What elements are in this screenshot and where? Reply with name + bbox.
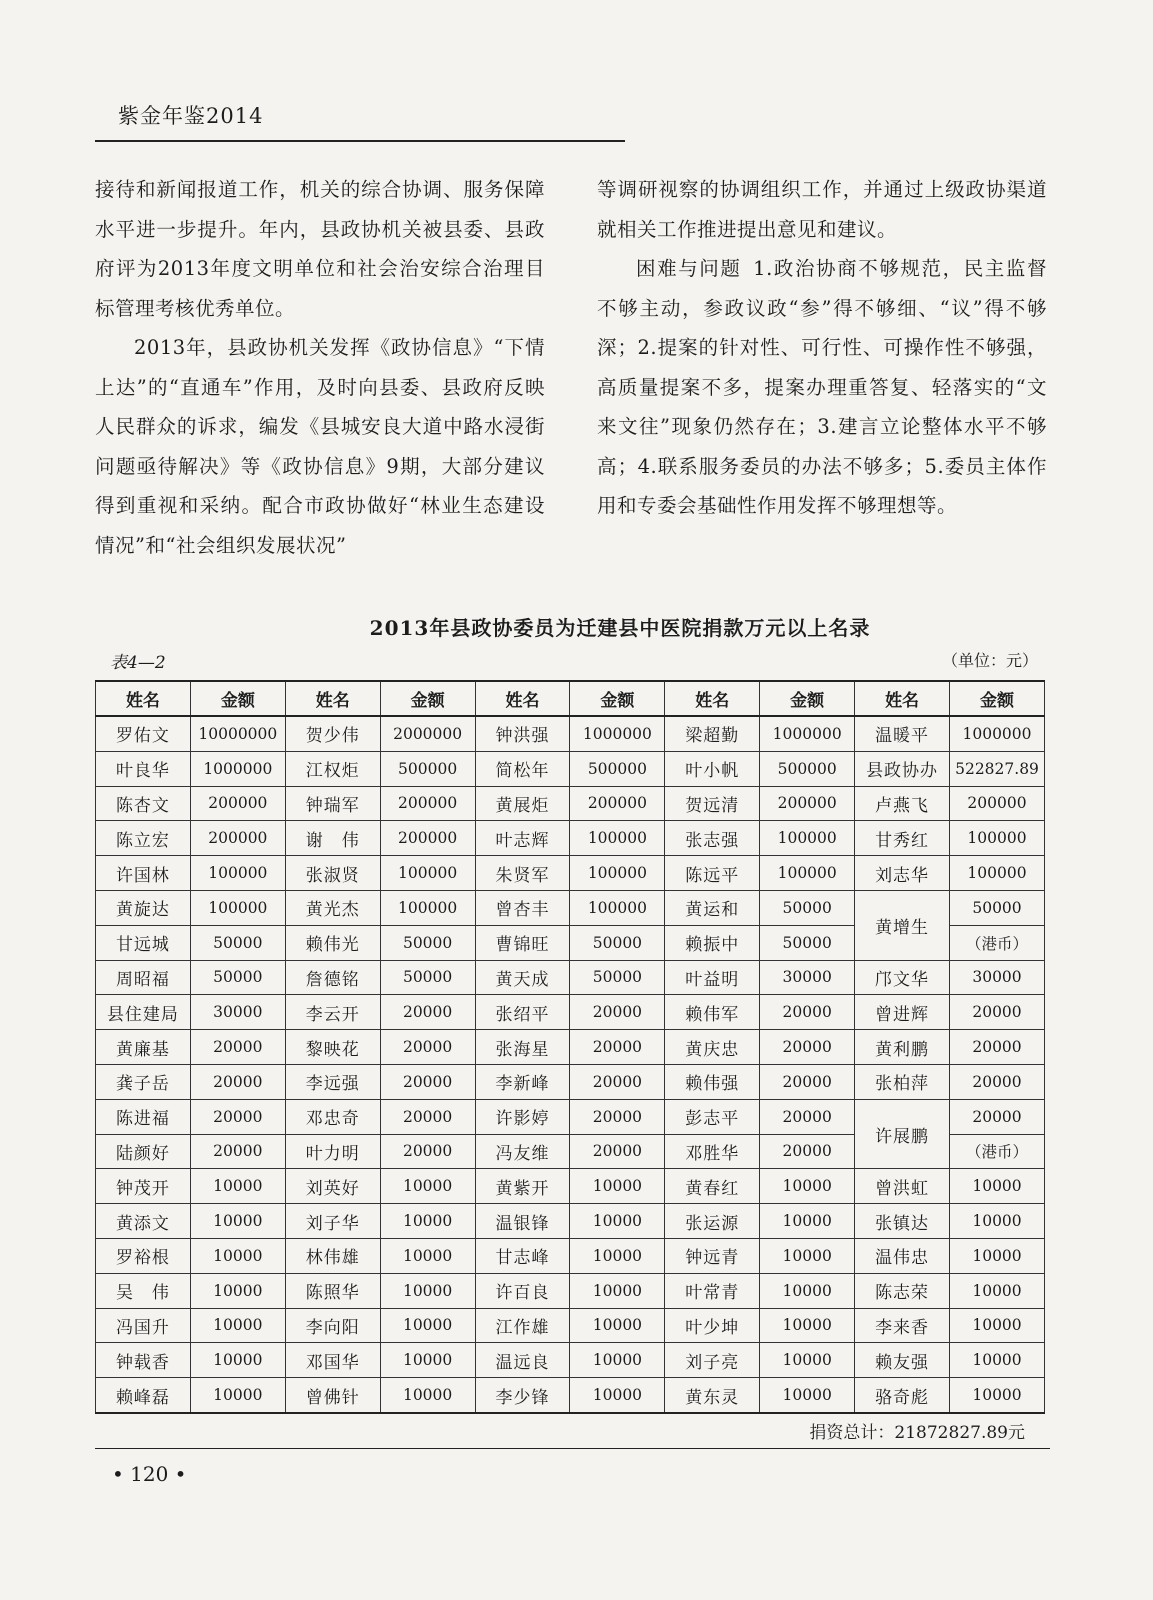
donation-amount-cell: 10000 [190, 1308, 285, 1343]
donor-name-cell: 温银锋 [475, 1204, 570, 1239]
donation-amount-cell: 20000 [760, 1064, 855, 1099]
donation-amount-cell: 10000 [380, 1169, 475, 1204]
donor-name-cell: 叶小帆 [665, 751, 760, 786]
donation-amount-cell: 10000 [570, 1273, 665, 1308]
donation-amount-cell: 500000 [570, 751, 665, 786]
donation-amount-cell: 10000 [190, 1273, 285, 1308]
donor-name-cell: 黎映花 [285, 1030, 380, 1065]
donation-amount-cell: 522827.89 [950, 751, 1045, 786]
table-row [96, 1204, 1045, 1239]
donation-amount-cell: 100000 [380, 890, 475, 925]
donation-amount-cell: 100000 [760, 821, 855, 856]
donor-name-cell: 张志强 [665, 821, 760, 856]
donation-amount-cell: 20000 [570, 1030, 665, 1065]
donor-name-cell: 陈进福 [96, 1099, 191, 1134]
table-row [96, 1064, 1045, 1099]
donation-amount-cell: 10000 [950, 1308, 1045, 1343]
donor-name-cell: 钟洪强 [475, 716, 570, 751]
table-row [96, 1308, 1045, 1343]
donor-name-cell: 赖伟军 [665, 995, 760, 1030]
donor-name-cell: 甘秀红 [855, 821, 950, 856]
donation-amount-cell: 10000 [760, 1343, 855, 1378]
footer-rule [95, 1448, 1050, 1449]
donor-name-cell: 张海星 [475, 1030, 570, 1065]
donor-name-cell: 叶志辉 [475, 821, 570, 856]
name-column-header: 姓名 [285, 681, 380, 716]
donation-amount-cell: 10000 [190, 1204, 285, 1239]
donation-amount-cell: 20000 [380, 995, 475, 1030]
donation-amount-cell: 50000 [190, 925, 285, 960]
donation-amount-cell: 500000 [760, 751, 855, 786]
table-row [96, 751, 1045, 786]
donation-amount-cell: 10000 [950, 1169, 1045, 1204]
donor-name-cell: 许百良 [475, 1273, 570, 1308]
donor-name-cell: 李来香 [855, 1308, 950, 1343]
donation-amount-cell: 10000 [570, 1378, 665, 1413]
donor-name-cell: 江作雄 [475, 1308, 570, 1343]
right-paragraph-2 [597, 249, 1047, 526]
donor-name-cell: 陈照华 [285, 1273, 380, 1308]
donor-name-cell: 李云开 [285, 995, 380, 1030]
table-row [96, 960, 1045, 995]
donor-name-cell: 县政协办 [855, 751, 950, 786]
donor-name-cell: 刘志华 [855, 856, 950, 891]
donation-amount-cell: 20000 [190, 1134, 285, 1169]
donor-name-cell: 张柏萍 [855, 1064, 950, 1099]
left-text-column [95, 170, 545, 565]
donation-amount-cell: 10000 [950, 1273, 1045, 1308]
amount-column-header: 金额 [190, 681, 285, 716]
donor-name-cell: 许国林 [96, 856, 191, 891]
donor-name-cell: 温暖平 [855, 716, 950, 751]
donation-amount-cell: 200000 [190, 786, 285, 821]
donor-name-cell: 赖振中 [665, 925, 760, 960]
donation-amount-cell: 10000 [950, 1238, 1045, 1273]
donation-amount-cell: （港币） [950, 1134, 1045, 1169]
donor-name-cell: 曾进辉 [855, 995, 950, 1030]
table-unit: （单位：元） [941, 651, 1038, 670]
donation-amount-cell: 200000 [380, 821, 475, 856]
donor-name-cell: 县住建局 [96, 995, 191, 1030]
donor-name-cell: 骆奇彪 [855, 1378, 950, 1413]
donor-name-cell: 刘子亮 [665, 1343, 760, 1378]
donor-name-cell: 彭志平 [665, 1099, 760, 1134]
donor-name-cell: 陈远平 [665, 856, 760, 891]
donation-amount-cell: 10000 [190, 1238, 285, 1273]
donation-amount-cell: 30000 [950, 960, 1045, 995]
donation-amount-cell: 10000 [380, 1273, 475, 1308]
donation-amount-cell: 10000 [190, 1378, 285, 1413]
table-row [96, 890, 1045, 925]
donation-amount-cell: 20000 [380, 1099, 475, 1134]
donation-amount-cell: 10000 [570, 1343, 665, 1378]
table-row [96, 1030, 1045, 1065]
donation-amount-cell: 20000 [380, 1134, 475, 1169]
donor-name-cell: 林伟雄 [285, 1238, 380, 1273]
table-row [96, 1099, 1045, 1134]
donation-amount-cell: 10000 [760, 1378, 855, 1413]
donor-name-cell: 李少锋 [475, 1378, 570, 1413]
donation-amount-cell: 200000 [570, 786, 665, 821]
table-row [96, 1343, 1045, 1378]
donation-amount-cell: 10000 [190, 1169, 285, 1204]
donor-name-cell: 钟远青 [665, 1238, 760, 1273]
donor-name-cell: 龚子岳 [96, 1064, 191, 1099]
donation-amount-cell: 1000000 [570, 716, 665, 751]
table-row [96, 1169, 1045, 1204]
donor-name-cell: 江权炬 [285, 751, 380, 786]
table-row [96, 995, 1045, 1030]
table-number: 表4—2 [110, 653, 166, 673]
left-paragraph-1: 接待和新闻报道工作，机关的综合协调、服务保障水平进一步提升。年内，县政协机关被县委、县政府评为2013年度文明单位和社会治安综合治理目标管理考核优秀单位。 [95, 178, 545, 320]
donor-name-cell: 叶力明 [285, 1134, 380, 1169]
donation-amount-cell: 20000 [190, 1030, 285, 1065]
donor-name-cell: 叶良华 [96, 751, 191, 786]
donation-amount-cell: 20000 [950, 1099, 1045, 1134]
donor-name-cell: 李新峰 [475, 1064, 570, 1099]
donor-name-cell: 赖友强 [855, 1343, 950, 1378]
donation-amount-cell: 20000 [950, 1064, 1045, 1099]
donor-name-cell: 梁超勤 [665, 716, 760, 751]
donation-amount-cell: 100000 [190, 890, 285, 925]
right-paragraph-1: 等调研视察的协调组织工作，并通过上级政协渠道就相关工作推进提出意见和建议。 [597, 178, 1047, 241]
donation-amount-cell: 100000 [950, 856, 1045, 891]
donor-name-cell: 邓国华 [285, 1343, 380, 1378]
donation-amount-cell: 20000 [760, 1134, 855, 1169]
donation-amount-cell: 50000 [380, 960, 475, 995]
page-number: • 120 • [112, 1462, 187, 1486]
donor-name-cell: 陈立宏 [96, 821, 191, 856]
donation-amount-cell: 10000 [760, 1308, 855, 1343]
donation-amount-cell: 50000 [380, 925, 475, 960]
donor-name-cell: 黄紫开 [475, 1169, 570, 1204]
donor-name-cell: 温远良 [475, 1343, 570, 1378]
table-row [96, 716, 1045, 751]
table-row [96, 821, 1045, 856]
donor-name-cell: 叶少坤 [665, 1308, 760, 1343]
donor-name-cell: 邓胜华 [665, 1134, 760, 1169]
donation-amount-cell: 20000 [570, 995, 665, 1030]
donor-name-cell: 黄天成 [475, 960, 570, 995]
donation-amount-cell: 10000 [380, 1378, 475, 1413]
donation-amount-cell: 20000 [950, 1030, 1045, 1065]
yearbook-header-title: 紫金年鉴2014 [118, 104, 264, 128]
donor-name-cell: 吴 伟 [96, 1273, 191, 1308]
donation-amount-cell: 50000 [760, 890, 855, 925]
donor-name-cell: 许影婷 [475, 1099, 570, 1134]
donor-name-cell: 张绍平 [475, 995, 570, 1030]
table-row [96, 1378, 1045, 1413]
donation-amount-cell: 10000 [950, 1378, 1045, 1413]
donor-name-cell: 叶益明 [665, 960, 760, 995]
donation-amount-cell: 10000 [570, 1308, 665, 1343]
donor-name-cell: 黄春红 [665, 1169, 760, 1204]
donation-amount-cell: 10000 [570, 1238, 665, 1273]
donor-name-cell: 甘志峰 [475, 1238, 570, 1273]
name-column-header: 姓名 [96, 681, 191, 716]
donor-name-cell: 冯友维 [475, 1134, 570, 1169]
donation-amount-cell: 50000 [570, 925, 665, 960]
donor-name-cell: 陈杏文 [96, 786, 191, 821]
donor-name-cell: 黄利鹏 [855, 1030, 950, 1065]
amount-column-header: 金额 [950, 681, 1045, 716]
donation-amount-cell: 100000 [570, 821, 665, 856]
donation-amount-cell: 10000 [570, 1169, 665, 1204]
donation-amount-cell: 10000 [380, 1343, 475, 1378]
donor-name-cell: 李向阳 [285, 1308, 380, 1343]
amount-column-header: 金额 [760, 681, 855, 716]
donor-name-cell: 黄运和 [665, 890, 760, 925]
right-text-column [597, 170, 1047, 526]
donation-amount-cell: 10000 [950, 1204, 1045, 1239]
donation-amount-cell: （港币） [950, 925, 1045, 960]
donation-amount-cell: 10000 [380, 1204, 475, 1239]
donor-name-cell: 黄增生 [855, 890, 950, 960]
donor-name-cell: 赖峰磊 [96, 1378, 191, 1413]
donation-amount-cell: 10000 [380, 1238, 475, 1273]
donor-name-cell: 冯国升 [96, 1308, 191, 1343]
donor-name-cell: 钟茂开 [96, 1169, 191, 1204]
table-row [96, 1238, 1045, 1273]
table-body [96, 716, 1045, 1413]
donation-amount-cell: 50000 [950, 890, 1045, 925]
donation-amount-cell: 200000 [950, 786, 1045, 821]
donor-name-cell: 詹德铭 [285, 960, 380, 995]
donor-name-cell: 黄庆忠 [665, 1030, 760, 1065]
donor-name-cell: 曾洪虹 [855, 1169, 950, 1204]
difficulties-text: 1.政治协商不够规范，民主监督不够主动，参政议政“参”得不够细、“议”得不够深；2.提案的针对性、可行性、可操作性不够强，高质量提案不多，提案办理重答复、轻落实的“文来文往”现象仍然存在；3.建言立论整体水平不够高；4.联系服务委员的办法不够多；5.委员主体作用和专委会基础性作用发挥不够理想等。 [597, 257, 1047, 517]
table-row [96, 786, 1045, 821]
donor-name-cell: 朱贤军 [475, 856, 570, 891]
donation-amount-cell: 1000000 [190, 751, 285, 786]
donation-total: 捐资总计：21872827.89元 [809, 1423, 1025, 1443]
donation-amount-cell: 50000 [570, 960, 665, 995]
donation-amount-cell: 20000 [950, 995, 1045, 1030]
donation-amount-cell: 20000 [190, 1099, 285, 1134]
donation-amount-cell: 20000 [760, 1099, 855, 1134]
donation-amount-cell: 20000 [760, 995, 855, 1030]
donor-name-cell: 曾佛针 [285, 1378, 380, 1413]
donor-name-cell: 钟瑞军 [285, 786, 380, 821]
donor-name-cell: 张淑贤 [285, 856, 380, 891]
donation-amount-cell: 10000 [950, 1343, 1045, 1378]
donor-name-cell: 贺少伟 [285, 716, 380, 751]
donor-name-cell: 贺远清 [665, 786, 760, 821]
donation-amount-cell: 30000 [190, 995, 285, 1030]
donation-amount-cell: 200000 [190, 821, 285, 856]
table-title: 2013年县政协委员为迁建县中医院捐款万元以上名录 [369, 616, 871, 640]
donation-amount-cell: 100000 [380, 856, 475, 891]
donation-amount-cell: 10000000 [190, 716, 285, 751]
donation-amount-cell: 100000 [570, 856, 665, 891]
donor-name-cell: 黄廉基 [96, 1030, 191, 1065]
amount-column-header: 金额 [380, 681, 475, 716]
table-row [96, 1273, 1045, 1308]
donation-amount-cell: 10000 [760, 1169, 855, 1204]
donor-name-cell: 谢 伟 [285, 821, 380, 856]
donor-name-cell: 简松年 [475, 751, 570, 786]
donor-name-cell: 张运源 [665, 1204, 760, 1239]
donor-name-cell: 甘远城 [96, 925, 191, 960]
donation-amount-cell: 200000 [380, 786, 475, 821]
donation-amount-cell: 20000 [380, 1030, 475, 1065]
donor-name-cell: 罗裕根 [96, 1238, 191, 1273]
left-paragraph-2: 2013年，县政协机关发挥《政协信息》“下情上达”的“直通车”作用，及时向县委、县政府反映人民群众的诉求，编发《县城安良大道中路水浸街问题亟待解决》等《政协信息》9期，大部分建议得到重视和采纳。配合市政协做好“林业生态建设情况”和“社会组织发展状况” [95, 336, 545, 557]
donor-name-cell: 黄展炬 [475, 786, 570, 821]
donor-name-cell: 温伟忠 [855, 1238, 950, 1273]
donor-name-cell: 赖伟强 [665, 1064, 760, 1099]
donor-name-cell: 钟载香 [96, 1343, 191, 1378]
donation-table [95, 680, 1045, 1414]
donor-name-cell: 赖伟光 [285, 925, 380, 960]
donor-name-cell: 曹锦旺 [475, 925, 570, 960]
difficulties-subheading: 困难与问题 [636, 257, 742, 280]
donor-name-cell: 陆颜好 [96, 1134, 191, 1169]
header-rule [95, 140, 625, 142]
table-header-row [96, 681, 1045, 716]
donation-amount-cell: 20000 [570, 1064, 665, 1099]
donor-name-cell: 李远强 [285, 1064, 380, 1099]
donor-name-cell: 曾杏丰 [475, 890, 570, 925]
donor-name-cell: 叶常青 [665, 1273, 760, 1308]
donation-amount-cell: 10000 [760, 1204, 855, 1239]
donation-amount-cell: 200000 [760, 786, 855, 821]
donor-name-cell: 周昭福 [96, 960, 191, 995]
name-column-header: 姓名 [475, 681, 570, 716]
donation-amount-cell: 10000 [760, 1238, 855, 1273]
donor-name-cell: 许展鹏 [855, 1099, 950, 1169]
donor-name-cell: 卢燕飞 [855, 786, 950, 821]
donation-amount-cell: 100000 [760, 856, 855, 891]
donation-amount-cell: 50000 [190, 960, 285, 995]
donation-amount-cell: 20000 [570, 1134, 665, 1169]
amount-column-header: 金额 [570, 681, 665, 716]
donor-name-cell: 黄东灵 [665, 1378, 760, 1413]
table-row [96, 856, 1045, 891]
donation-amount-cell: 20000 [380, 1064, 475, 1099]
donor-name-cell: 邝文华 [855, 960, 950, 995]
donor-name-cell: 邓忠奇 [285, 1099, 380, 1134]
donation-amount-cell: 100000 [570, 890, 665, 925]
donor-name-cell: 刘英好 [285, 1169, 380, 1204]
donor-name-cell: 陈志荣 [855, 1273, 950, 1308]
donation-amount-cell: 50000 [760, 925, 855, 960]
donation-amount-cell: 30000 [760, 960, 855, 995]
donor-name-cell: 刘子华 [285, 1204, 380, 1239]
donor-name-cell: 罗佑文 [96, 716, 191, 751]
donation-amount-cell: 20000 [570, 1099, 665, 1134]
donation-amount-cell: 1000000 [760, 716, 855, 751]
donation-amount-cell: 1000000 [950, 716, 1045, 751]
donation-amount-cell: 10000 [190, 1343, 285, 1378]
donation-amount-cell: 20000 [190, 1064, 285, 1099]
donation-amount-cell: 100000 [190, 856, 285, 891]
donor-name-cell: 黄添文 [96, 1204, 191, 1239]
donation-amount-cell: 20000 [760, 1030, 855, 1065]
donor-name-cell: 黄光杰 [285, 890, 380, 925]
donation-amount-cell: 500000 [380, 751, 475, 786]
donation-amount-cell: 100000 [950, 821, 1045, 856]
donation-amount-cell: 2000000 [380, 716, 475, 751]
donation-amount-cell: 10000 [760, 1273, 855, 1308]
donor-name-cell: 张镇达 [855, 1204, 950, 1239]
donation-amount-cell: 10000 [380, 1308, 475, 1343]
donor-name-cell: 黄旋达 [96, 890, 191, 925]
donation-amount-cell: 10000 [570, 1204, 665, 1239]
name-column-header: 姓名 [665, 681, 760, 716]
name-column-header: 姓名 [855, 681, 950, 716]
